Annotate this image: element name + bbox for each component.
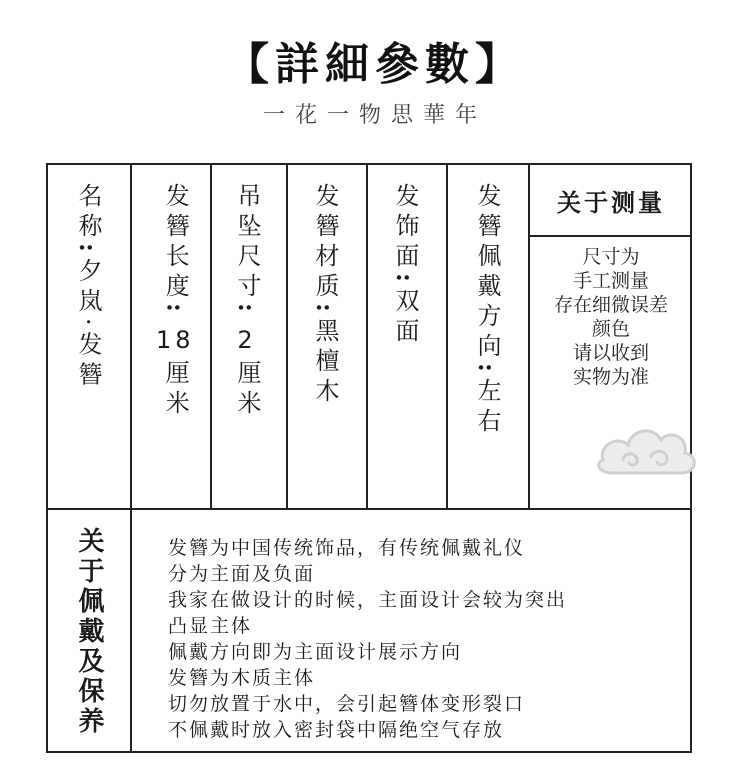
care-title: 关于佩戴及保养 — [74, 526, 104, 737]
care-line: 分为主面及负面 — [168, 563, 316, 585]
spec-value: 2 — [237, 325, 257, 354]
spec-separator: : — [473, 363, 502, 378]
measurement-line: 存在细微误差 — [553, 294, 668, 316]
care-line: 发簪为中国传统饰品，有传统佩戴礼仪 — [168, 537, 526, 559]
spec-separator: : — [311, 303, 340, 318]
spec-material — [311, 183, 340, 408]
spec-length — [156, 183, 195, 420]
spec-label: 发簪长度 — [161, 183, 190, 303]
care-line: 佩戴方向即为主面设计展示方向 — [168, 641, 463, 663]
measurement-line: 实物为准 — [572, 366, 649, 388]
measurement-note — [530, 245, 692, 389]
spec-label: 吊坠尺寸 — [233, 183, 261, 303]
spec-pendant-size — [233, 183, 262, 420]
spec-label: 发簪材质 — [311, 183, 339, 303]
care-line: 凸显主体 — [168, 615, 253, 637]
measurement-line: 请以收到 — [572, 342, 649, 364]
col-divider — [446, 165, 448, 508]
col-divider — [366, 165, 368, 508]
spec-value: 双面 — [391, 287, 419, 348]
col-divider — [130, 165, 132, 508]
spec-separator: : — [233, 303, 262, 318]
spec-direction — [473, 183, 502, 438]
spec-table — [46, 163, 692, 753]
spec-value: 黑檀木 — [311, 317, 339, 408]
spec-unit: 厘米 — [161, 359, 190, 420]
row-divider — [48, 508, 690, 510]
spec-label: 发簪佩戴方向 — [473, 183, 501, 363]
spec-value: 18 — [156, 325, 195, 354]
care-list — [168, 535, 688, 743]
spec-label: 发饰面 — [391, 183, 419, 273]
measurement-line: 尺寸为 — [582, 246, 640, 268]
measure-divider — [528, 235, 692, 237]
spec-value: 夕岚·发簪 — [74, 257, 102, 392]
spec-separator: : — [74, 243, 103, 258]
col-divider — [210, 165, 212, 508]
spec-face — [391, 183, 420, 348]
page-title: 【詳細參數】 — [225, 39, 525, 90]
care-line: 不佩戴时放入密封袋中隔绝空气存放 — [168, 719, 505, 741]
page-subtitle: 一花一物思華年 — [262, 103, 487, 128]
care-line: 我家在做设计的时候，主面设计会较为突出 — [168, 589, 568, 611]
measurement-line: 颜色 — [591, 318, 630, 340]
measurement-title: 关于测量 — [557, 187, 665, 217]
spec-name — [74, 183, 103, 392]
spec-label: 名称 — [74, 183, 102, 243]
spec-unit: 厘米 — [233, 359, 261, 420]
spec-separator: : — [391, 273, 420, 288]
care-line: 切勿放置于水中，会引起簪体变形裂口 — [168, 693, 526, 715]
measurement-line: 手工测量 — [572, 270, 649, 292]
cloud-icon — [593, 405, 703, 485]
spec-value: 左右 — [473, 377, 501, 438]
col-divider — [286, 165, 288, 508]
col-divider — [130, 508, 132, 753]
spec-separator: : — [161, 303, 191, 318]
care-line: 发簪为木质主体 — [168, 667, 316, 689]
